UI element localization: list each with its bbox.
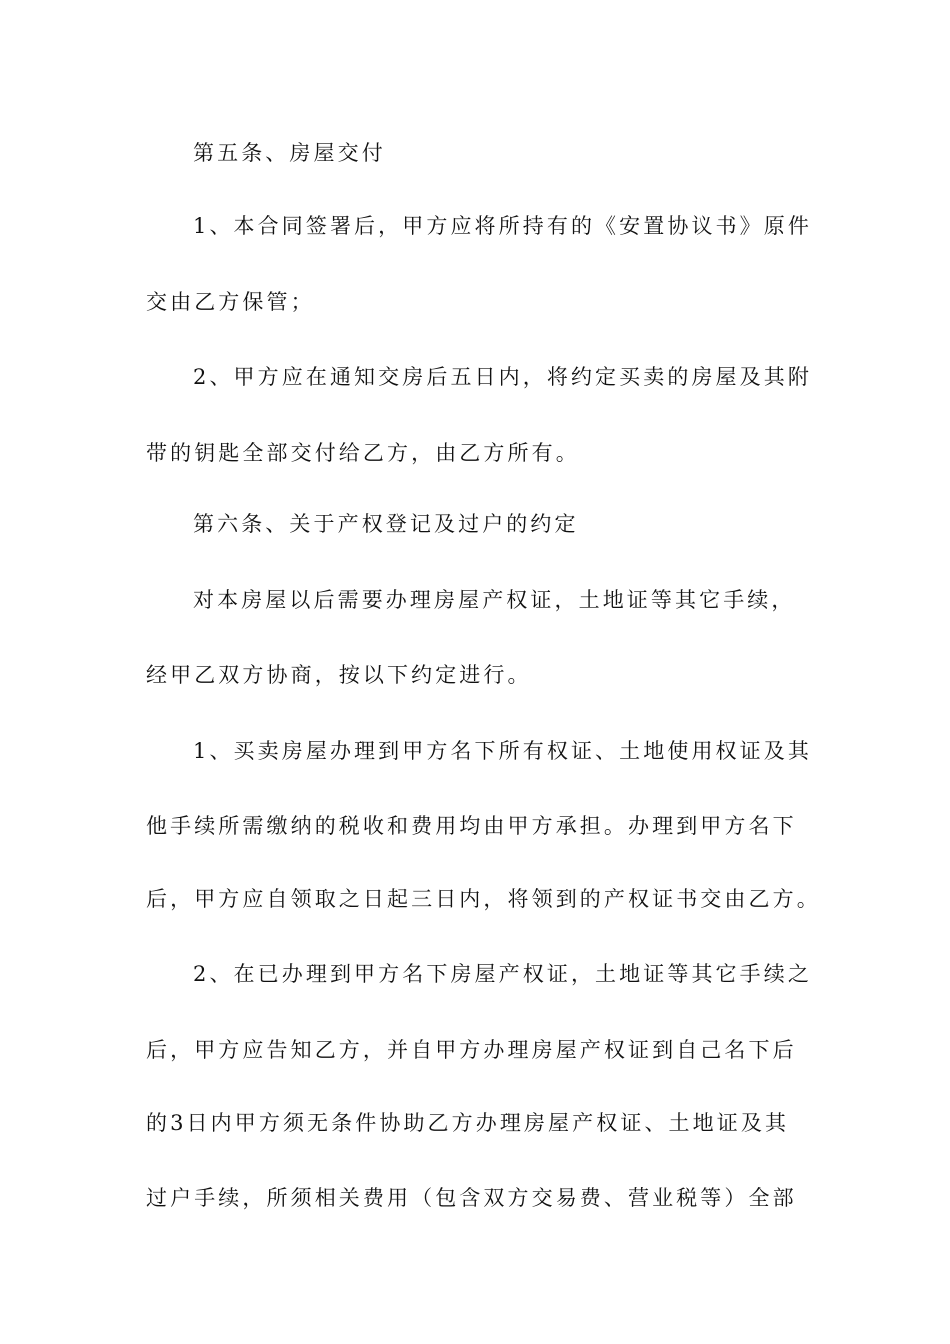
paragraph-line: 后，甲方应告知乙方，并自甲方办理房屋产权证到自己名下后 [146, 1038, 797, 1062]
paragraph-line: 2、在已办理到甲方名下房屋产权证，土地证等其它手续之 [193, 962, 812, 986]
paragraph-line: 对本房屋以后需要办理房屋产权证，土地证等其它手续， [193, 588, 796, 612]
paragraph-line: 他手续所需缴纳的税收和费用均由甲方承担。办理到甲方名下 [146, 814, 797, 838]
paragraph-line: 过户手续，所须相关费用（包含双方交易费、营业税等）全部 [146, 1186, 797, 1210]
paragraph-line: 带的钥匙全部交付给乙方，由乙方所有。 [146, 441, 580, 465]
paragraph-line: 2、甲方应在通知交房后五日内，将约定买卖的房屋及其附 [193, 365, 812, 389]
section-heading-6: 第六条、关于产权登记及过户的约定 [193, 512, 579, 536]
paragraph-line: 的3日内甲方须无条件协助乙方办理房屋产权证、土地证及其 [146, 1111, 790, 1135]
section-heading-5: 第五条、房屋交付 [193, 141, 386, 165]
paragraph-line: 交由乙方保管； [146, 290, 315, 314]
paragraph-line: 后，甲方应自领取之日起三日内，将领到的产权证书交由乙方。 [146, 887, 821, 911]
paragraph-line: 经甲乙双方协商，按以下约定进行。 [146, 663, 532, 687]
paragraph-line: 1、本合同签署后，甲方应将所持有的《安置协议书》原件 [193, 214, 812, 238]
paragraph-line: 1、买卖房屋办理到甲方名下所有权证、土地使用权证及其 [193, 739, 812, 763]
